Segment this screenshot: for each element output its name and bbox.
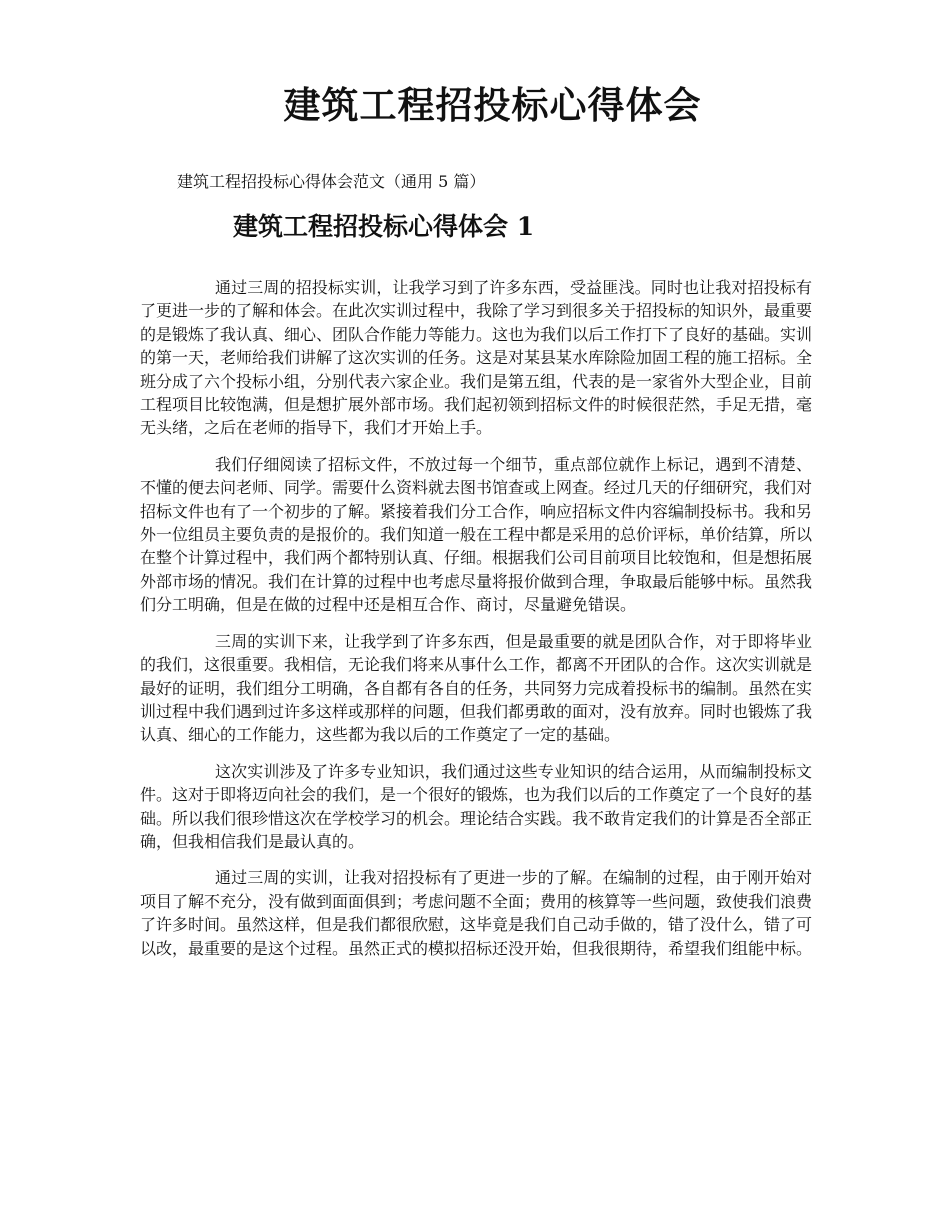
section-heading: 建筑工程招投标心得体会 1 [233, 212, 535, 241]
paragraph: 这次实训涉及了许多专业知识，我们通过这些专业知识的结合运用，从而编制投标文件。这对于即将迈向社会的我们，是一个很好的锻炼，也为我们以后的工作奠定了一个良好的基础。所以我们很珍惜这次在学校学习的机会。理论结合实践。我不敢肯定我们的计算是否全部正确，但我相信我们是最认真的。 [140, 761, 813, 851]
paragraph: 三周的实训下来，让我学到了许多东西，但是最重要的就是团队合作，对于即将毕业的我们，这很重要。我相信，无论我们将来从事什么工作，都离不开团队的合作。这次实训就是最好的证明，我们组分工明确，各自都有各自的任务，共同努力完成着投标书的编制。虽然在实训过程中我们遇到过许多这样或那样的问题，但我们都勇敢的面对，没有放弃。同时也锻炼了我认真、细心的工作能力，这些都为我以后的工作奠定了一定的基础。 [140, 631, 813, 745]
document-subtitle: 建筑工程招投标心得体会范文（通用 5 篇） [177, 172, 486, 191]
body-text [140, 276, 812, 973]
paragraph: 通过三周的招投标实训，让我学习到了许多东西，受益匪浅。同时也让我对招投标有了更进一步的了解和体会。在此次实训过程中，我除了学习到很多关于招投标的知识外，最重要的是锻炼了我认真、细心、团队合作能力等能力。这也为我们以后工作打下了良好的基础。实训的第一天，老师给我们讲解了这次实训的任务。这是对某县某水库除险加固工程的施工招标。全班分成了六个投标小组，分别代表六家企业。我们是第五组，代表的是一家省外大型企业，目前工程项目比较饱满，但是想扩展外部市场。我们起初领到招标文件的时候很茫然，手足无措，毫无头绪，之后在老师的指导下，我们才开始上手。 [140, 278, 813, 438]
document-title: 建筑工程招投标心得体会 [283, 83, 702, 127]
paragraph: 我们仔细阅读了招标文件，不放过每一个细节，重点部位就作上标记，遇到不清楚、不懂的便去问老师、同学。需要什么资料就去图书馆查或上网查。经过几天的仔细研究，我们对招标文件也有了一个初步的了解。紧接着我们分工合作，响应招标文件内容编制投标书。我和另外一位组员主要负责的是报价的。我们知道一般在工程中都是采用的总价评标，单价结算，所以在整个计算过程中，我们两个都特别认真、仔细。根据我们公司目前项目比较饱和，但是想拓展外部市场的情况。我们在计算的过程中也考虑尽量将报价做到合理，争取最后能够中标。虽然我们分工明确，但是在做的过程中还是相互合作、商讨，尽量避免错误。 [140, 454, 813, 615]
paragraph: 通过三周的实训，让我对招投标有了更进一步的了解。在编制的过程，由于刚开始对项目了解不充分，没有做到面面俱到；考虑问题不全面；费用的核算等一些问题，致使我们浪费了许多时间。虽然这样，但是我们都很欣慰，这毕竟是我们自己动手做的，错了没什么，错了可以改，最重要的是这个过程。虽然正式的模拟招标还没开始，但我很期待，希望我们组能中标。 [140, 868, 813, 958]
